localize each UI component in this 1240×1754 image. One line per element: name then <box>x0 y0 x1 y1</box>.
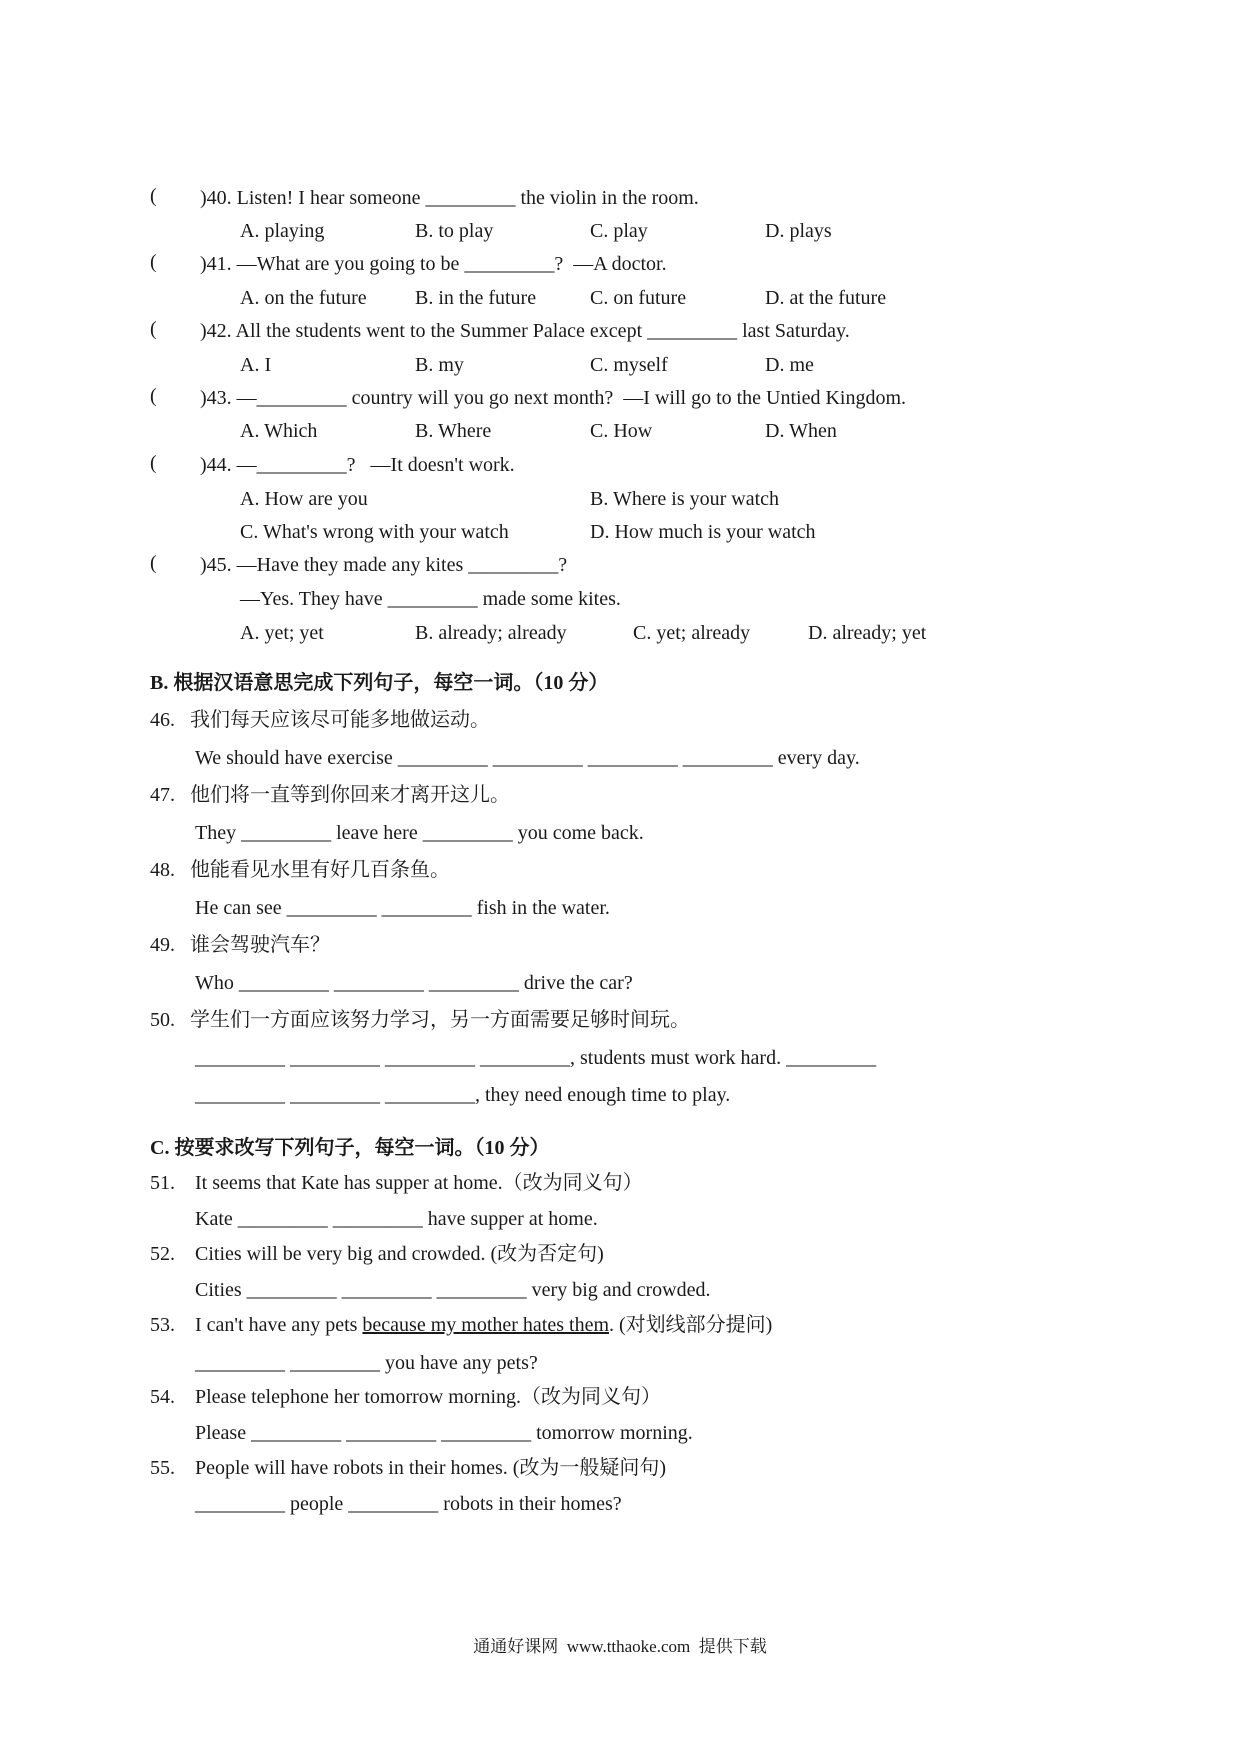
english-sentence: They _________ leave here _________ you come back. <box>195 822 644 844</box>
answer-paren: ( <box>150 385 157 407</box>
option-b: B. in the future <box>415 287 537 309</box>
question-text: )41. —What are you going to be _________? —A doctor. <box>200 253 667 275</box>
answer-paren: ( <box>150 251 157 273</box>
option-d: D. How much is your watch <box>590 521 816 543</box>
chinese-prompt: 谁会驾驶汽车？ <box>190 934 330 956</box>
question-text-post: . (对划线部分提问) <box>609 1314 773 1336</box>
option-d: D. already; yet <box>808 622 927 644</box>
chinese-prompt: 他们将一直等到你回来才离开这儿。 <box>190 784 510 806</box>
underlined-phrase: because my mother hates them <box>362 1314 610 1336</box>
question-text-pre: I can't have any pets <box>195 1314 363 1336</box>
footer-credit: 通通好课网 www.tthaoke.com 提供下载 <box>473 1637 767 1656</box>
question-text: Please telephone her tomorrow morning.（改为同义句） <box>195 1386 662 1408</box>
section-c-heading: C. 按要求改写下列句子，每空一词。（10 分） <box>150 1137 550 1159</box>
option-c: C. myself <box>590 354 668 376</box>
answer-line: _________ people _________ robots in their homes? <box>195 1493 622 1515</box>
option-a: A. yet; yet <box>240 622 324 644</box>
item-number: 49. <box>150 934 175 956</box>
answer-line: Kate _________ _________ have supper at home. <box>195 1208 598 1230</box>
item-number: 50. <box>150 1009 175 1031</box>
option-b: B. to play <box>415 220 494 242</box>
question-text: )45. —Have they made any kites _________? <box>200 554 568 576</box>
answer-line: Cities _________ _________ _________ very big and crowded. <box>195 1279 711 1301</box>
answer-paren: ( <box>150 185 157 207</box>
answer-paren: ( <box>150 552 157 574</box>
item-number: 46. <box>150 709 175 731</box>
item-number: 48. <box>150 859 175 881</box>
option-c: C. What's wrong with your watch <box>240 521 509 543</box>
item-number: 52. <box>150 1243 175 1265</box>
question-text: )42. All the students went to the Summer Palace except _________ last Saturday. <box>200 320 850 342</box>
question-text: )44. —_________? —It doesn't work. <box>200 454 515 476</box>
question-text-2: —Yes. They have _________ made some kites. <box>240 588 621 610</box>
english-sentence-2: _________ _________ _________, they need enough time to play. <box>195 1084 731 1106</box>
option-d: D. When <box>765 420 837 442</box>
option-b: B. my <box>415 354 464 376</box>
item-number: 51. <box>150 1172 175 1194</box>
option-c: C. play <box>590 220 648 242</box>
section-b-heading: B. 根据汉语意思完成下列句子，每空一词。（10 分） <box>150 672 609 694</box>
option-a: A. Which <box>240 420 318 442</box>
option-d: D. me <box>765 354 814 376</box>
option-d: D. at the future <box>765 287 887 309</box>
question-text: It seems that Kate has supper at home.（改为同义句） <box>195 1172 643 1194</box>
option-b: B. Where <box>415 420 492 442</box>
option-b: B. already; already <box>415 622 567 644</box>
item-number: 54. <box>150 1386 175 1408</box>
english-sentence: We should have exercise _________ _________ _________ _________ every day. <box>195 747 860 769</box>
option-a: A. I <box>240 354 272 376</box>
option-c: C. yet; already <box>633 622 751 644</box>
question-text: People will have robots in their homes. (改为一般疑问句) <box>195 1457 667 1479</box>
item-number: 55. <box>150 1457 175 1479</box>
answer-paren: ( <box>150 452 157 474</box>
english-sentence: _________ _________ _________ _________, students must work hard. _________ <box>195 1047 877 1069</box>
option-d: D. plays <box>765 220 832 242</box>
answer-line: Please _________ _________ _________ tomorrow morning. <box>195 1422 693 1444</box>
option-c: C. How <box>590 420 653 442</box>
english-sentence: He can see _________ _________ fish in the water. <box>195 897 610 919</box>
option-b: B. Where is your watch <box>590 488 780 510</box>
option-a: A. on the future <box>240 287 367 309</box>
item-number: 47. <box>150 784 175 806</box>
option-a: A. playing <box>240 220 325 242</box>
question-text: Cities will be very big and crowded. (改为否定句) <box>195 1243 604 1265</box>
english-sentence: Who _________ _________ _________ drive the car? <box>195 972 633 994</box>
question-text: )43. —_________ country will you go next month? —I will go to the Untied Kingdom. <box>200 387 907 409</box>
answer-paren: ( <box>150 318 157 340</box>
chinese-prompt: 学生们一方面应该努力学习，另一方面需要足够时间玩。 <box>190 1009 690 1031</box>
question-text: )40. Listen! I hear someone _________ the violin in the room. <box>200 187 699 209</box>
option-c: C. on future <box>590 287 687 309</box>
chinese-prompt: 他能看见水里有好几百条鱼。 <box>190 859 450 881</box>
option-a: A. How are you <box>240 488 368 510</box>
answer-line: _________ _________ you have any pets? <box>195 1352 538 1374</box>
question-text <box>195 1312 772 1338</box>
chinese-prompt: 我们每天应该尽可能多地做运动。 <box>190 709 490 731</box>
item-number: 53. <box>150 1314 175 1336</box>
